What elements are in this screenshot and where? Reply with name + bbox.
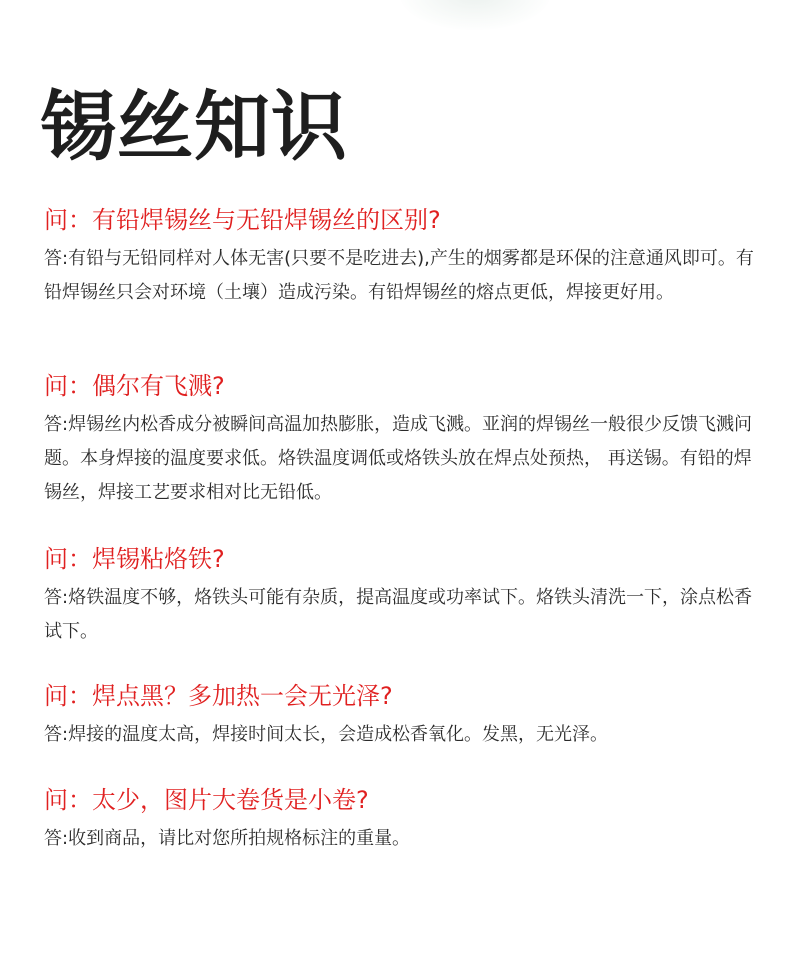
faq-item-spatter xyxy=(44,370,756,510)
faq-answer: 答:烙铁温度不够，烙铁头可能有杂质，提高温度或功率试下。烙铁头清洗一下，涂点松香试下。 xyxy=(44,587,753,642)
faq-question: 问：焊点黑？多加热一会无光泽? xyxy=(44,682,393,710)
faq-question: 问：太少，图片大卷货是小卷? xyxy=(44,786,369,814)
faq-answer: 答:焊锡丝内松香成分被瞬间高温加热膨胀，造成飞溅。亚润的焊锡丝一般很少反馈飞溅问题。本身焊接的温度要求低。烙铁温度调低或烙铁头放在焊点处预热， 再送锡。有铅的焊锡丝，焊接工艺要求相对比无铅低。 xyxy=(44,414,753,503)
faq-item-solder-sticks-iron xyxy=(44,543,756,649)
faq-question: 问：偶尔有飞溅? xyxy=(44,372,225,400)
faq-answer: 答:有铅与无铅同样对人体无害(只要不是吃进去),产生的烟雾都是环保的注意通风即可。有铅焊锡丝只会对环境（土壤）造成污染。有铅焊锡丝的熔点更低，焊接更好用。 xyxy=(44,248,754,303)
faq-question: 问：焊锡粘烙铁? xyxy=(44,545,225,573)
page-title: 锡丝知识 xyxy=(40,82,348,171)
faq-item-black-joint xyxy=(44,680,756,752)
faq-item-lead-vs-leadfree xyxy=(44,204,756,310)
faq-question: 问：有铅焊锡丝与无铅焊锡丝的区别? xyxy=(44,206,441,234)
faq-item-roll-size xyxy=(44,784,756,856)
faq-answer: 答:收到商品，请比对您所拍规格标注的重量。 xyxy=(44,828,411,849)
corner-decoration xyxy=(400,0,550,30)
faq-answer: 答:焊接的温度太高，焊接时间太长，会造成松香氧化。发黑，无光泽。 xyxy=(44,724,609,745)
